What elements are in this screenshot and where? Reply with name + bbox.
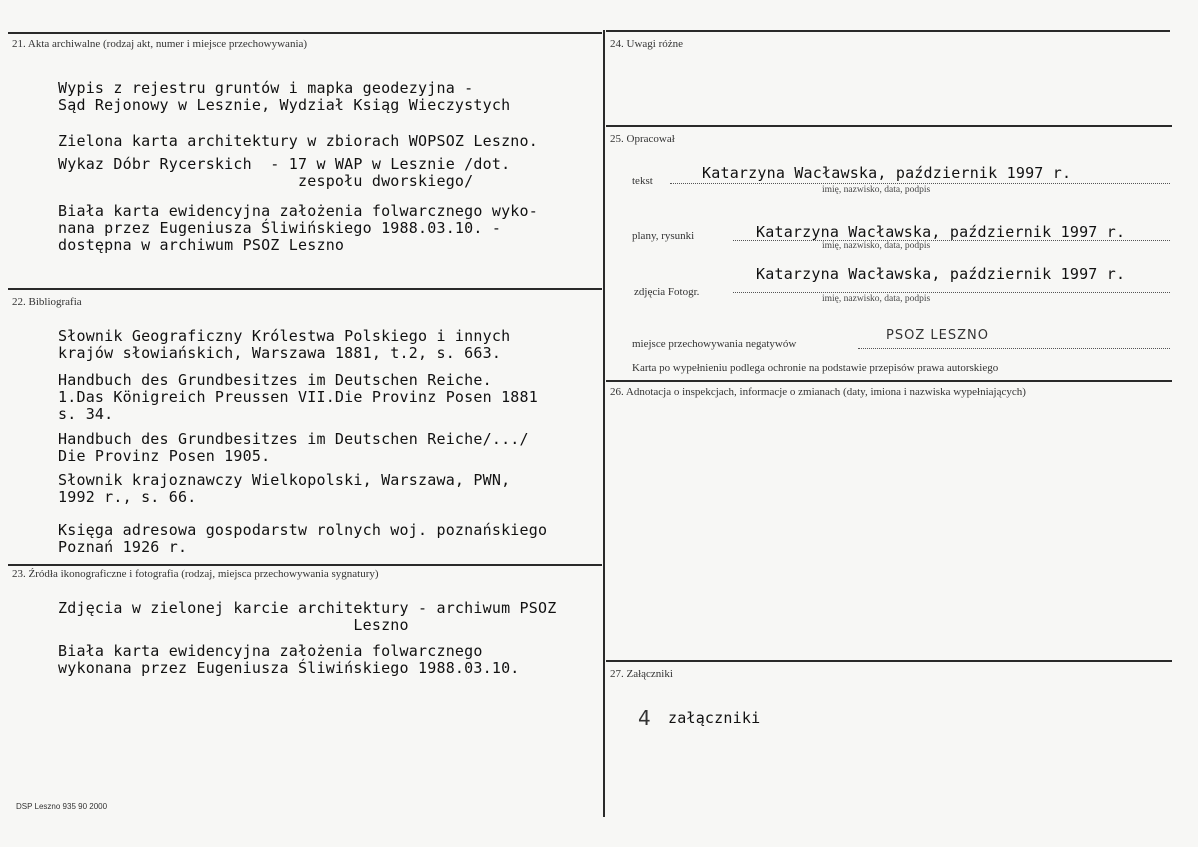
top-rule-right <box>606 30 1170 32</box>
section-27-heading: 27. Załączniki <box>610 668 673 680</box>
negatywy-dotline <box>858 348 1170 349</box>
attachments-label: załączniki <box>668 709 761 727</box>
rule-22 <box>8 288 602 290</box>
s22-entry-1: Słownik Geograficzny Królestwa Polskiego i innych krajów słowiańskich, Warszawa 1881, t.2, s. 663. <box>58 327 511 362</box>
zdjecia-label: zdjęcia Fotogr. <box>634 286 700 298</box>
s21-entry-4: Biała karta ewidencyjna założenia folwarcznego wyko- nana przez Eugeniusza Śliwińskiego 1988.03.10. - dostępna w archiwum PSOZ Leszno <box>58 202 538 254</box>
zdjecia-hint: imię, nazwisko, data, podpis <box>822 294 931 304</box>
s21-entry-1: Wypis z rejestru gruntów i mapka geodezyjna - Sąd Rejonowy w Lesznie, Wydział Ksiąg Wieczystych <box>58 79 511 114</box>
tekst-label: tekst <box>632 175 653 187</box>
s21-entry-3: Wykaz Dóbr Rycerskich - 17 w WAP w Lesznie /dot. zespołu dworskiego/ <box>58 155 511 190</box>
section-24-heading: 24. Uwagi różne <box>610 38 684 50</box>
attachments-count: 4 <box>638 706 651 730</box>
rule-26 <box>606 380 1172 382</box>
tekst-dotline <box>670 183 1170 184</box>
s22-entry-2: Handbuch des Grundbesitzes im Deutschen Reiche. 1.Das Königreich Preussen VII.Die Provinz Posen 1881 s. 34. <box>58 371 538 423</box>
tekst-value: Katarzyna Wacławska, październik 1997 r. <box>702 164 1072 182</box>
vertical-divider <box>603 30 605 817</box>
tekst-hint: imię, nazwisko, data, podpis <box>822 185 931 195</box>
rule-25 <box>606 125 1172 127</box>
zdjecia-value: Katarzyna Wacławska, październik 1997 r. <box>756 265 1126 283</box>
section-25-heading: 25. Opracował <box>610 133 675 145</box>
s22-entry-3: Handbuch des Grundbesitzes im Deutschen Reiche/.../ Die Provinz Posen 1905. <box>58 430 529 465</box>
karta-note: Karta po wypełnieniu podlega ochronie na podstawie przepisów prawa autorskiego <box>632 362 999 374</box>
s22-entry-5: Księga adresowa gospodarstw rolnych woj. poznańskiego Poznań 1926 r. <box>58 521 548 556</box>
print-footer: DSP Leszno 935 90 2000 <box>16 802 108 811</box>
section-21-heading: 21. Akta archiwalne (rodzaj akt, numer i miejsce przechowywania) <box>12 38 308 50</box>
s23-entry-2: Biała karta ewidencyjna założenia folwarcznego wykonana przez Eugeniusza Śliwińskiego 1988.03.10. <box>58 642 520 677</box>
negatywy-value: PSOZ LESZNO <box>886 328 989 343</box>
section-23-heading: 23. Źródła ikonograficzne i fotografia (rodzaj, miejsca przechowywania sygnatury) <box>12 568 379 580</box>
plany-value: Katarzyna Wacławska, październik 1997 r. <box>756 223 1126 241</box>
s22-entry-4: Słownik krajoznawczy Wielkopolski, Warszawa, PWN, 1992 r., s. 66. <box>58 471 511 506</box>
negatywy-label: miejsce przechowywania negatywów <box>632 338 797 350</box>
section-26-heading: 26. Adnotacja o inspekcjach, informacje o zmianach (daty, imiona i nazwiska wypełniających) <box>610 386 1026 398</box>
rule-27 <box>606 660 1172 662</box>
rule-23 <box>8 564 602 566</box>
section-22-heading: 22. Bibliografia <box>12 296 82 308</box>
s23-entry-1: Zdjęcia w zielonej karcie architektury - archiwum PSOZ Leszno <box>58 599 557 634</box>
zdjecia-dotline <box>733 292 1170 293</box>
s21-entry-2: Zielona karta architektury w zbiorach WOPSOZ Leszno. <box>58 132 538 150</box>
plany-hint: imię, nazwisko, data, podpis <box>822 241 931 251</box>
top-rule-left <box>8 32 602 34</box>
plany-label: plany, rysunki <box>632 230 695 242</box>
